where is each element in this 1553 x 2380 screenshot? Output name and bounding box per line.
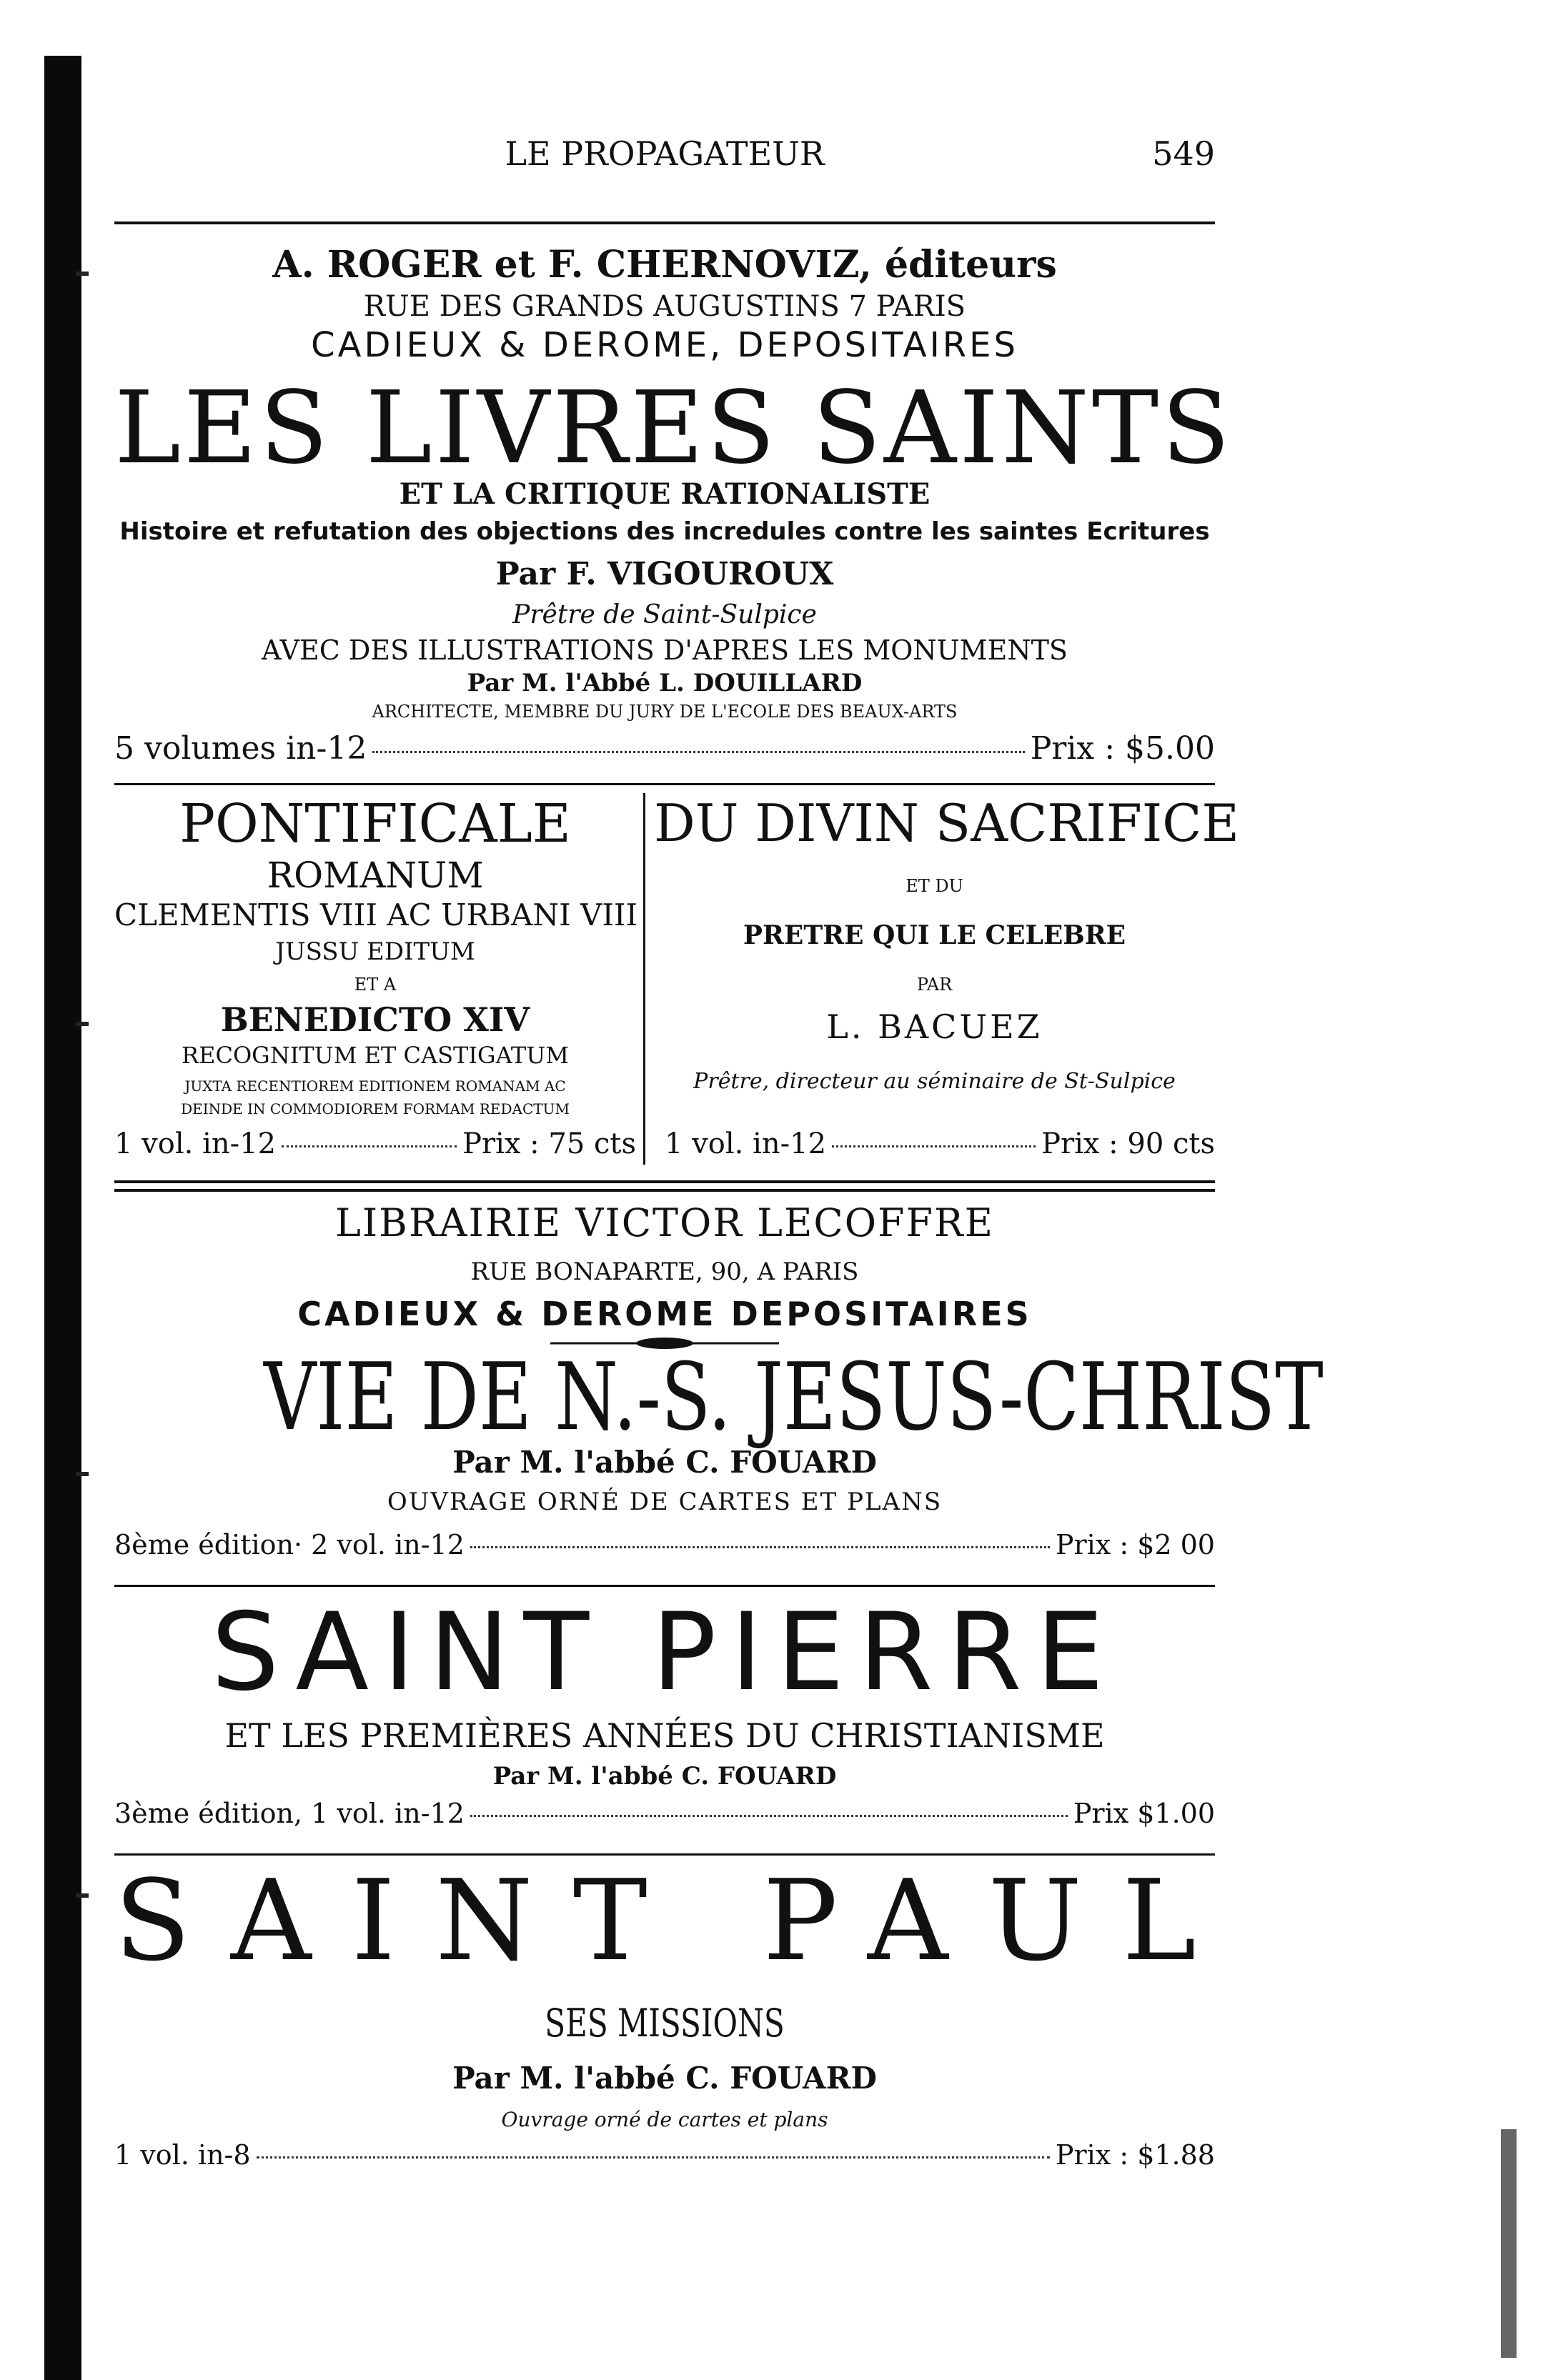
ad3-line3: PRETRE QUI LE CELEBRE bbox=[743, 920, 1126, 950]
leader-dots bbox=[257, 2156, 1050, 2159]
ad1-price: Prix : $5.00 bbox=[1030, 730, 1215, 767]
ad3-line4: PAR bbox=[916, 975, 953, 995]
ad4-depositaires: CADIEUX & DEROME DEPOSITAIRES bbox=[297, 1295, 1032, 1333]
ad6-subtitle bbox=[114, 2001, 1215, 2046]
ad4-author: Par M. l'abbé C. FOUARD bbox=[452, 1445, 877, 1480]
ad4-price: Prix : $2 00 bbox=[1055, 1529, 1215, 1560]
scan-mark bbox=[76, 1472, 89, 1476]
ad4-format: 8ème édition· 2 vol. in-12 bbox=[114, 1529, 465, 1560]
ad1-address: RUE DES GRANDS AUGUSTINS 7 PARIS bbox=[363, 290, 966, 323]
ad2-line2: ROMANUM bbox=[267, 855, 484, 896]
scan-mark bbox=[76, 1893, 89, 1898]
ad1-illustrator: Par M. l'Abbé L. DOUILLARD bbox=[467, 669, 863, 697]
leader-dots bbox=[470, 1815, 1068, 1817]
ad4-note: OUVRAGE ORNÉ DE CARTES ET PLANS bbox=[387, 1488, 943, 1516]
ad1-rule bbox=[114, 783, 1215, 785]
ad5-format: 3ème édition, 1 vol. in-12 bbox=[114, 1798, 465, 1829]
ad1-description: Histoire et refutation des objections des incredules contre les saintes Ecritures bbox=[119, 517, 1210, 546]
ad1-author: Par F. VIGOUROUX bbox=[495, 556, 834, 592]
ad3-format: 1 vol. in-12 bbox=[665, 1127, 827, 1160]
scan-mark bbox=[76, 1022, 89, 1026]
ad3-line2: ET DU bbox=[905, 876, 963, 896]
ad4-address: RUE BONAPARTE, 90, A PARIS bbox=[470, 1258, 859, 1286]
ad3-price: Prix : 90 cts bbox=[1041, 1127, 1215, 1160]
ad4-title-text: VIE DE N.-S. JESUS-CHRIST bbox=[264, 1343, 1324, 1451]
ad1-title: LES LIVRES SAINTS bbox=[114, 370, 1234, 487]
ad1-illustrator-role: ARCHITECTE, MEMBRE DU JURY DE L'ECOLE DES BEAUX-ARTS bbox=[372, 702, 958, 722]
ad4-price-line bbox=[114, 1529, 1215, 1560]
ad6-title: SAINT PAUL bbox=[114, 1856, 1236, 1986]
ad6-format: 1 vol. in-8 bbox=[114, 2139, 251, 2171]
ad3-title: DU DIVIN SACRIFICE bbox=[654, 793, 1239, 853]
ad3-price-line bbox=[665, 1127, 1215, 1160]
ad2-format: 1 vol. in-12 bbox=[114, 1127, 277, 1160]
ad1-format: 5 volumes in-12 bbox=[114, 730, 367, 767]
scan-mark bbox=[76, 272, 89, 276]
ad2-price-line bbox=[114, 1127, 636, 1160]
ad2-line6: BENEDICTO XIV bbox=[220, 1000, 530, 1039]
ad1-price-line bbox=[114, 730, 1215, 767]
double-rule-bottom bbox=[114, 1189, 1215, 1192]
ad2-line5: ET A bbox=[354, 975, 397, 995]
header-rule bbox=[114, 221, 1215, 224]
ad2-line9: DEINDE IN COMMODIOREM FORMAM REDACTUM bbox=[181, 1100, 570, 1117]
leader-dots bbox=[282, 1145, 457, 1147]
ad1-depositaires: CADIEUX & DEROME, DEPOSITAIRES bbox=[311, 325, 1018, 365]
ad2-title: PONTIFICALE bbox=[179, 793, 571, 855]
ad5-price: Prix $1.00 bbox=[1073, 1798, 1215, 1829]
ad6-price-line bbox=[114, 2139, 1215, 2171]
ad1-illustrations: AVEC DES ILLUSTRATIONS D'APRES LES MONUMENTS bbox=[262, 634, 1068, 666]
ad5-subtitle: ET LES PREMIÈRES ANNÉES DU CHRISTIANISME bbox=[224, 1716, 1105, 1755]
scan-edge-noise bbox=[1501, 2129, 1517, 2358]
ad6-note: Ouvrage orné de cartes et plans bbox=[501, 2108, 828, 2131]
ad1-subtitle: ET LA CRITIQUE RATIONALISTE bbox=[399, 477, 931, 511]
ad4-rule bbox=[114, 1585, 1215, 1587]
ad1-author-role: Prêtre de Saint-Sulpice bbox=[512, 600, 817, 629]
ad6-subtitle-text: SES MISSIONS bbox=[545, 2001, 785, 2046]
scan-binding-edge bbox=[44, 56, 81, 2380]
ad6-author: Par M. l'abbé C. FOUARD bbox=[452, 2061, 877, 2096]
ad4-title bbox=[114, 1343, 1324, 1451]
ad5-title: SAINT PIERRE bbox=[211, 1590, 1118, 1715]
leader-dots bbox=[470, 1546, 1050, 1548]
column-divider bbox=[643, 793, 645, 1165]
ad2-line8: JUXTA RECENTIOREM EDITIONEM ROMANAM AC bbox=[184, 1077, 566, 1095]
running-header bbox=[114, 134, 1215, 173]
ad2-line7: RECOGNITUM ET CASTIGATUM bbox=[182, 1042, 569, 1069]
running-title: LE PROPAGATEUR bbox=[505, 134, 825, 173]
ad1-publishers: A. ROGER et F. CHERNOVIZ, éditeurs bbox=[272, 243, 1057, 287]
ad2-line3: CLEMENTIS VIII AC URBANI VIII bbox=[114, 897, 638, 932]
leader-dots bbox=[832, 1145, 1036, 1147]
ad6-price: Prix : $1.88 bbox=[1055, 2139, 1215, 2171]
double-rule-top bbox=[114, 1180, 1215, 1183]
document-page bbox=[114, 0, 1324, 2380]
leader-dots bbox=[372, 751, 1024, 753]
ad2-line4: JUSSU EDITUM bbox=[275, 937, 475, 966]
ad5-price-line bbox=[114, 1798, 1215, 1829]
page-number: 549 bbox=[1152, 134, 1215, 173]
ad3-author-role: Prêtre, directeur au séminaire de St-Sulpice bbox=[693, 1069, 1176, 1094]
ad3-author: L. BACUEZ bbox=[826, 1007, 1043, 1046]
ad2-price: Prix : 75 cts bbox=[462, 1127, 636, 1160]
ad5-author: Par M. l'abbé C. FOUARD bbox=[492, 1762, 837, 1791]
ad4-publisher: LIBRAIRIE VICTOR LECOFFRE bbox=[334, 1200, 995, 1245]
